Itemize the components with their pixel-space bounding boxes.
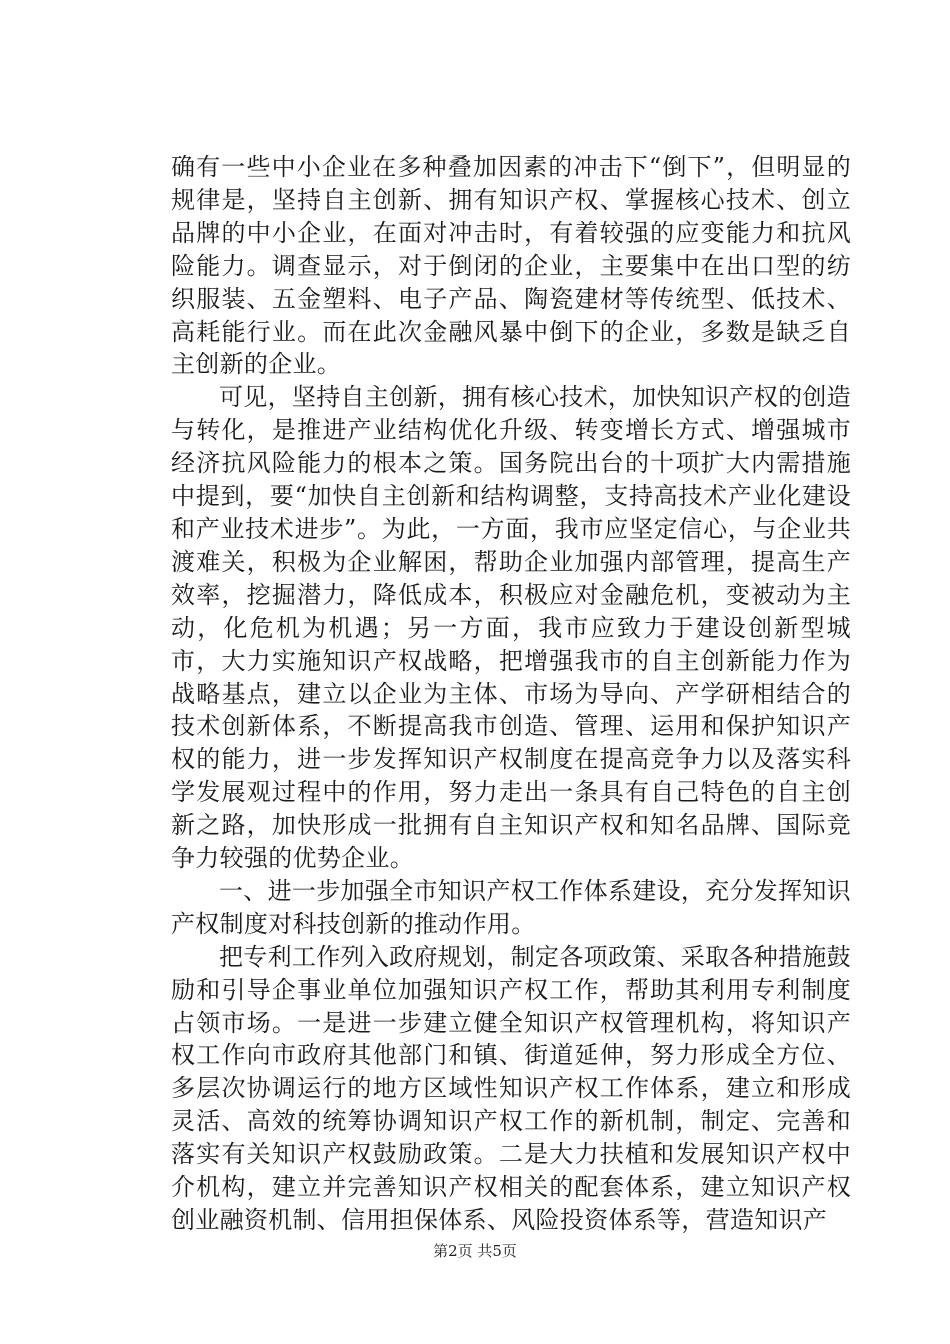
document-body	[171, 151, 851, 1237]
paragraph-self-innovation: 可见，坚持自主创新，拥有核心技术，加快知识产权的创造与转化，是推进产业结构优化升级、转变增长方式、增强城市经济抗风险能力的根本之策。国务院出台的十项扩大内需措施中提到，要“加快自主创新和结构调整，支持高技术产业化建设和产业技术进步”。为此，一方面，我市应坚定信心，与企业共渡难关，积极为企业解困，帮助企业加强内部管理，提高生产效率，挖掘潜力，降低成本，积极应对金融危机，变被动为主动，化危机为机遇；另一方面，我市应致力于建设创新型城市，大力实施知识产权战略，把增强我市的自主创新能力作为战略基点，建立以企业为主体、市场为导向、产学研相结合的技术创新体系，不断提高我市创造、管理、运用和保护知识产权的能力，进一步发挥知识产权制度在提高竞争力以及落实科学发展观过程中的作用，努力走出一条具有自己特色的自主创新之路，加快形成一批拥有自主知识产权和知名品牌、国际竞争力较强的优势企业。	[171, 383, 851, 873]
paragraph-continuation: 确有一些中小企业在多种叠加因素的冲击下“倒下”，但明显的规律是，坚持自主创新、拥有知识产权、掌握核心技术、创立品牌的中小企业，在面对冲击时，有着较强的应变能力和抗风险能力。调查显示，对于倒闭的企业，主要集中在出口型的纺织服装、五金塑料、电子产品、陶瓷建材等传统型、低技术、高耗能行业。而在此次金融风暴中倒下的企业，多数是缺乏自主创新的企业。	[171, 153, 851, 379]
page-number-footer: 第2页 共5页	[433, 1242, 517, 1260]
paragraph-patent-work: 把专利工作列入政府规划，制定各项政策、采取各种措施鼓励和引导企事业单位加强知识产权工作，帮助其利用专利制度占领市场。一是进一步建立健全知识产权管理机构，将知识产权工作向市政府其他部门和镇、街道延伸，努力形成全方位、多层次协调运行的地方区域性知识产权工作体系，建立和形成灵活、高效的统筹协调知识产权工作的新机制，制定、完善和落实有关知识产权鼓励政策。二是大力扶植和发展知识产权中介机构，建立并完善知识产权相关的配套体系，建立知识产权创业融资机制、信用担保体系、风险投资体系等，营造知识产	[171, 942, 851, 1234]
section-heading-one: 一、进一步加强全市知识产权工作体系建设，充分发挥知识产权制度对科技创新的推动作用。	[171, 876, 851, 938]
